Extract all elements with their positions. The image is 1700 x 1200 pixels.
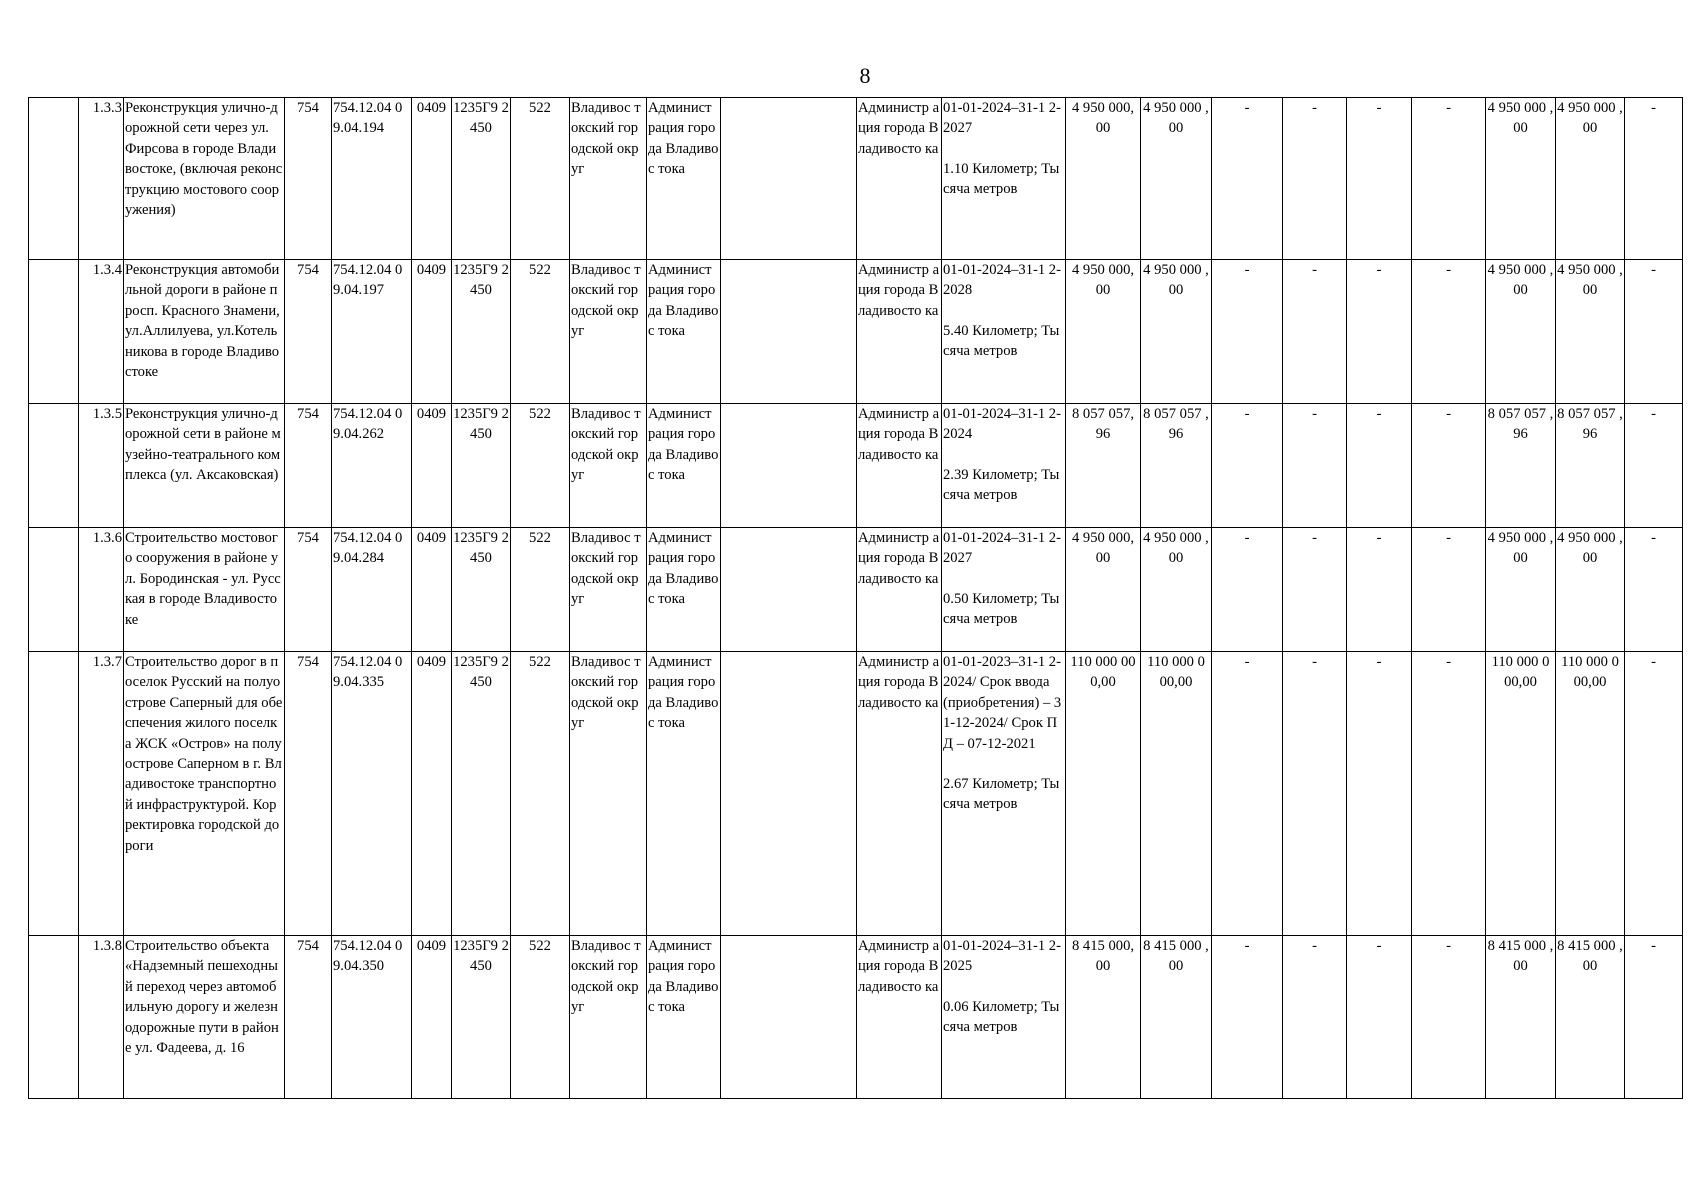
empty-cell: [721, 260, 857, 404]
expense-type-code: 522: [511, 404, 570, 528]
dash-3: -: [1347, 404, 1412, 528]
customer: Админист рация города Владивос тока: [647, 528, 721, 652]
term-and-capacity: [942, 936, 1066, 1099]
sum-b: 4 950 000 ,00: [1556, 260, 1625, 404]
capacity: 2.39 Километр; Тысяча метров: [943, 466, 1060, 504]
sum-a: 4 950 000 ,00: [1486, 98, 1556, 260]
dash-2: -: [1283, 528, 1347, 652]
territory: Владивос токский городской округ: [570, 404, 647, 528]
section-code: 0409: [412, 260, 452, 404]
sum-b: 8 057 057 ,96: [1556, 404, 1625, 528]
dash-1: -: [1212, 652, 1283, 936]
expense-type-code: 522: [511, 652, 570, 936]
expense-type-code: 522: [511, 98, 570, 260]
territory: Владивос токский городской округ: [570, 528, 647, 652]
capacity: 5.40 Километр; Тысяча метров: [943, 322, 1060, 360]
dash-3: -: [1347, 260, 1412, 404]
customer: Админист рация города Владивос тока: [647, 652, 721, 936]
object-code: 754.12.04 09.04.335: [332, 652, 412, 936]
term: 01-01-2024–31-1 2-2024: [943, 406, 1061, 443]
total-cost-current: 4 950 000 ,00: [1141, 260, 1212, 404]
target-article-code: 1235Г9 2450: [452, 260, 511, 404]
section-code: 0409: [412, 98, 452, 260]
empty-cell: [721, 98, 857, 260]
grbs-code: 754: [285, 260, 332, 404]
table-row: [29, 652, 1683, 936]
grbs-code: 754: [285, 404, 332, 528]
dash-2: -: [1283, 98, 1347, 260]
object-code: 754.12.04 09.04.350: [332, 936, 412, 1099]
row-index: 1.3.7: [79, 652, 124, 936]
object-name: Строительство объекта «Надземный пешеходный переход через автомобильную дорогу и железнодорожные пути в районе ул. Фадеева, д. 16: [124, 936, 285, 1099]
term: 01-01-2024–31-1 2-2027: [943, 100, 1061, 137]
dash-5: -: [1625, 404, 1683, 528]
row-index: 1.3.3: [79, 98, 124, 260]
empty-cell: [721, 936, 857, 1099]
executor: Администр ация города Владивосто ка: [857, 652, 942, 936]
section-code: 0409: [412, 936, 452, 1099]
target-article-code: 1235Г9 2450: [452, 936, 511, 1099]
capacity: 2.67 Километр; Тысяча метров: [943, 776, 1060, 813]
dash-1: -: [1212, 98, 1283, 260]
table-row: [29, 260, 1683, 404]
expense-type-code: 522: [511, 260, 570, 404]
sum-a: 110 000 0 00,00: [1486, 652, 1556, 936]
object-code: 754.12.04 09.04.262: [332, 404, 412, 528]
term: 01-01-2024–31-1 2-2027: [943, 530, 1061, 567]
spacer: [943, 569, 1064, 589]
dash-2: -: [1283, 652, 1347, 936]
table-row: [29, 936, 1683, 1099]
total-cost: 110 000 00 0,00: [1066, 652, 1141, 936]
empty-cell: [721, 404, 857, 528]
term-and-capacity: [942, 528, 1066, 652]
row-marker-cell: [29, 652, 79, 936]
spacer: [943, 445, 1064, 465]
total-cost: 4 950 000, 00: [1066, 260, 1141, 404]
row-marker-cell: [29, 404, 79, 528]
row-marker-cell: [29, 936, 79, 1099]
term: 01-01-2024–31-1 2-2025: [943, 938, 1061, 975]
empty-cell: [721, 528, 857, 652]
total-cost: 8 057 057, 96: [1066, 404, 1141, 528]
sum-a: 8 057 057 ,96: [1486, 404, 1556, 528]
dash-1: -: [1212, 936, 1283, 1099]
territory: Владивос токский городской округ: [570, 936, 647, 1099]
sum-a: 4 950 000 ,00: [1486, 528, 1556, 652]
target-article-code: 1235Г9 2450: [452, 98, 511, 260]
sum-b: 4 950 000 ,00: [1556, 98, 1625, 260]
sum-a: 8 415 000 ,00: [1486, 936, 1556, 1099]
sum-a: 4 950 000 ,00: [1486, 260, 1556, 404]
target-article-code: 1235Г9 2450: [452, 404, 511, 528]
dash-4: -: [1412, 260, 1486, 404]
dash-3: -: [1347, 98, 1412, 260]
row-marker-cell: [29, 98, 79, 260]
total-cost-current: 8 415 000 ,00: [1141, 936, 1212, 1099]
object-code: 754.12.04 09.04.284: [332, 528, 412, 652]
target-article-code: 1235Г9 2450: [452, 528, 511, 652]
object-name: Реконструкция автомобильной дороги в районе просп. Красного Знамени, ул.Аллилуева, ул.Котельникова в городе Владивостоке: [124, 260, 285, 404]
dash-4: -: [1412, 404, 1486, 528]
dash-5: -: [1625, 652, 1683, 936]
table-row: [29, 404, 1683, 528]
dash-4: -: [1412, 652, 1486, 936]
capacity: 1.10 Километр; Тысяча метров: [943, 160, 1060, 198]
object-name: Строительство дорог в поселок Русский на полуострове Саперный для обеспечения жилого поселка ЖСК «Остров» на полуострове Саперном в г. Владивостоке транспортной инфраструктурой. Корректировка городской дороги: [124, 652, 285, 936]
dash-2: -: [1283, 936, 1347, 1099]
row-marker-cell: [29, 528, 79, 652]
dash-3: -: [1347, 652, 1412, 936]
spacer: [943, 754, 1064, 774]
row-index: 1.3.5: [79, 404, 124, 528]
term-and-capacity: [942, 404, 1066, 528]
program-table: [28, 97, 1683, 1099]
dash-1: -: [1212, 528, 1283, 652]
capacity: 0.50 Километр; Тысяча метров: [943, 590, 1060, 628]
dash-5: -: [1625, 936, 1683, 1099]
row-index: 1.3.4: [79, 260, 124, 404]
table-row: [29, 98, 1683, 260]
term-and-capacity: [942, 652, 1066, 936]
grbs-code: 754: [285, 98, 332, 260]
term-and-capacity: [942, 98, 1066, 260]
executor: Администр ация города Владивосто ка: [857, 404, 942, 528]
customer: Админист рация города Владивос тока: [647, 404, 721, 528]
sum-b: 110 000 0 00,00: [1556, 652, 1625, 936]
total-cost-current: 4 950 000 ,00: [1141, 528, 1212, 652]
dash-1: -: [1212, 260, 1283, 404]
row-index: 1.3.6: [79, 528, 124, 652]
section-code: 0409: [412, 528, 452, 652]
total-cost: 4 950 000, 00: [1066, 528, 1141, 652]
expense-type-code: 522: [511, 528, 570, 652]
capacity: 0.06 Километр; Тысяча метров: [943, 998, 1060, 1036]
dash-4: -: [1412, 528, 1486, 652]
dash-2: -: [1283, 404, 1347, 528]
spacer: [943, 139, 1064, 159]
spacer: [943, 301, 1064, 321]
object-name: Реконструкция улично-дорожной сети в районе музейно-театрального комплекса (ул. Аксаковская): [124, 404, 285, 528]
executor: Администр ация города Владивосто ка: [857, 936, 942, 1099]
object-code: 754.12.04 09.04.194: [332, 98, 412, 260]
total-cost: 4 950 000, 00: [1066, 98, 1141, 260]
total-cost-current: 8 057 057 ,96: [1141, 404, 1212, 528]
sum-b: 4 950 000 ,00: [1556, 528, 1625, 652]
object-name: Строительство мостового сооружения в районе ул. Бородинская - ул. Русская в городе Владивостоке: [124, 528, 285, 652]
executor: Администр ация города Владивосто ка: [857, 98, 942, 260]
dash-4: -: [1412, 936, 1486, 1099]
customer: Админист рация города Владивос тока: [647, 936, 721, 1099]
expense-type-code: 522: [511, 936, 570, 1099]
dash-3: -: [1347, 528, 1412, 652]
territory: Владивос токский городской округ: [570, 652, 647, 936]
section-code: 0409: [412, 652, 452, 936]
dash-4: -: [1412, 98, 1486, 260]
page-number: 8: [859, 63, 871, 88]
total-cost: 8 415 000, 00: [1066, 936, 1141, 1099]
grbs-code: 754: [285, 528, 332, 652]
empty-cell: [721, 652, 857, 936]
term: 01-01-2023–31-1 2-2024/ Срок ввода (приобретения) – 31-12-2024/ Срок ПД – 07-12-2021: [943, 654, 1062, 752]
dash-5: -: [1625, 260, 1683, 404]
total-cost-current: 110 000 0 00,00: [1141, 652, 1212, 936]
spacer: [943, 977, 1064, 997]
table-row: [29, 528, 1683, 652]
row-index: 1.3.8: [79, 936, 124, 1099]
object-code: 754.12.04 09.04.197: [332, 260, 412, 404]
customer: Админист рация города Владивос тока: [647, 98, 721, 260]
target-article-code: 1235Г9 2450: [452, 652, 511, 936]
executor: Администр ация города Владивосто ка: [857, 260, 942, 404]
total-cost-current: 4 950 000 ,00: [1141, 98, 1212, 260]
dash-5: -: [1625, 528, 1683, 652]
sum-b: 8 415 000 ,00: [1556, 936, 1625, 1099]
dash-1: -: [1212, 404, 1283, 528]
executor: Администр ация города Владивосто ка: [857, 528, 942, 652]
row-marker-cell: [29, 260, 79, 404]
grbs-code: 754: [285, 936, 332, 1099]
dash-2: -: [1283, 260, 1347, 404]
grbs-code: 754: [285, 652, 332, 936]
customer: Админист рация города Владивос тока: [647, 260, 721, 404]
term: 01-01-2024–31-1 2-2028: [943, 262, 1061, 299]
object-name: Реконструкция улично-дорожной сети через ул. Фирсова в городе Владивостоке, (включая реконструкцию мостового сооружения): [124, 98, 285, 260]
term-and-capacity: [942, 260, 1066, 404]
territory: Владивос токский городской округ: [570, 260, 647, 404]
dash-3: -: [1347, 936, 1412, 1099]
dash-5: -: [1625, 98, 1683, 260]
section-code: 0409: [412, 404, 452, 528]
territory: Владивос токский городской округ: [570, 98, 647, 260]
